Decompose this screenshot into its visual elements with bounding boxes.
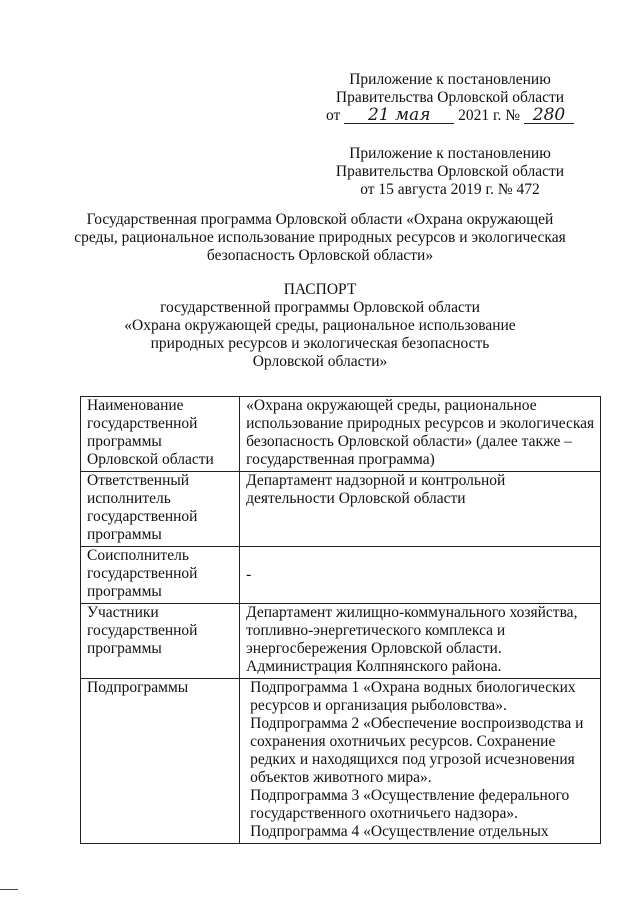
appendix-header-new [300,71,600,125]
row-value-subprograms [240,679,601,844]
page-margin-mark [0,889,18,890]
program-title-line-3: безопасность Орловской области» [206,247,434,264]
from-label: от [326,107,341,124]
appendix-old-line-1: Приложение к постановлению [349,145,551,162]
row-label-responsible: Ответственный исполнитель государственной программы [81,472,240,547]
table-row [81,547,601,604]
passport-title-line-4: Орловской области» [252,353,388,370]
row-value-coexecutor-cell [240,547,601,604]
appendix-line-2: Правительства Орловской области [335,89,565,106]
passport-title-line-1: государственной программы Орловской области [160,299,480,316]
year-number-label: 2021 г. № [458,107,521,124]
subprogram-3: Подпрограмма 3 «Осуществление федерального государственного охотничьего надзора». [250,787,570,822]
appendix-date-line [300,107,600,125]
passport-table [80,396,601,844]
handwritten-date: 21 мая [344,107,454,124]
appendix-header-old [300,145,600,199]
program-title [70,211,570,265]
subprogram-1: Подпрограмма 1 «Охрана водных биологических ресурсов и организация рыболовства». [250,679,576,714]
table-row [81,604,601,679]
handwritten-number: 280 [524,107,574,124]
subprogram-4: Подпрограмма 4 «Осуществление отдельных [250,823,549,840]
passport-title-line-3: природных ресурсов и экологическая безопасность [150,335,490,352]
row-label-program-name: Наименование государственной программы Орловской области [81,397,240,472]
appendix-old-line-2: Правительства Орловской области [335,163,565,180]
program-title-line-2: среды, рациональное использование природных ресурсов и экологическая [74,229,566,246]
program-title-line-1: Государственная программа Орловской области «Охрана окружающей [86,211,554,228]
appendix-old-line-3: от 15 августа 2019 г. № 472 [360,181,540,198]
table-row [81,472,601,547]
row-label-subprograms: Подпрограммы [81,679,240,844]
row-value-coexecutor: - [246,566,252,583]
row-value-participants: Департамент жилищно-коммунального хозяйства, топливно-энергетического комплекса и энергосбережения Орловской области. Администрация Колпнянского района. [240,604,601,679]
passport-heading: ПАСПОРТ [283,281,357,298]
row-label-coexecutor: Соисполнитель государственной программы [81,547,240,604]
table-row [81,397,601,472]
row-value-program-name: «Охрана окружающей среды, рациональное использование природных ресурсов и экологическая безопасность Орловской области» (далее также – государственная программа) [240,397,601,472]
passport-title [70,281,570,371]
row-value-responsible: Департамент надзорной и контрольной деятельности Орловской области [240,472,601,547]
subprogram-2: Подпрограмма 2 «Обеспечение воспроизводства и сохранения охотничьих ресурсов. Сохранение редких и находящихся под угрозой исчезновения объектов животного мира». [250,715,584,786]
passport-title-line-2: «Охрана окружающей среды, рациональное использование [124,317,516,334]
appendix-line-1: Приложение к постановлению [349,71,551,88]
table-row [81,679,601,844]
row-label-participants: Участники государственной программы [81,604,240,679]
